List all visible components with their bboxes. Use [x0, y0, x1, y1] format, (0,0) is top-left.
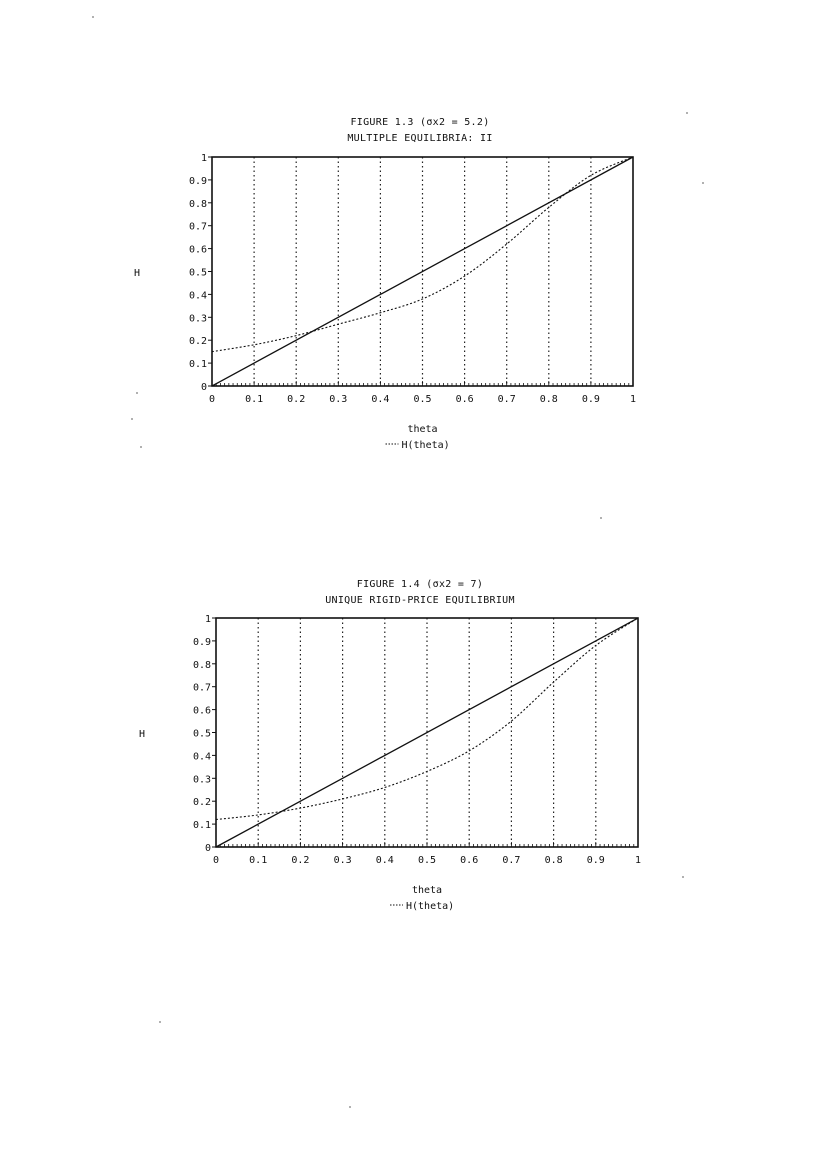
x-axis-title: theta: [407, 424, 438, 435]
y-axis-title: H: [138, 729, 146, 740]
x-tick-label: 1: [629, 394, 637, 405]
y-tick-label: 0.1: [192, 820, 211, 832]
y-tick-label: 0.3: [192, 774, 211, 786]
y-tick-label: 0.2: [188, 336, 207, 348]
y-axis-title: H: [133, 268, 141, 279]
x-tick-label: 0.9: [581, 394, 600, 405]
y-tick-label: 0.6: [192, 705, 211, 717]
y-tick-label: 0.9: [188, 175, 207, 187]
scan-speck: [682, 876, 684, 878]
scan-speck: [349, 1106, 351, 1108]
x-tick-label: 0.2: [287, 394, 306, 405]
y-tick-label: 0.5: [192, 728, 211, 740]
figure-title: FIGURE 1.3 (σx2 = 5.2): [350, 117, 490, 128]
y-tick-label: 0.3: [188, 313, 207, 325]
x-tick-label: 0.8: [544, 855, 563, 866]
scan-speck: [92, 16, 94, 18]
scan-speck: [131, 418, 133, 420]
x-tick-label: 0.8: [539, 394, 558, 405]
y-tick-label: 0.4: [192, 751, 211, 763]
figure-1-3: [0, 112, 827, 462]
y-tick-label: 0.8: [192, 659, 211, 671]
scan-speck: [600, 517, 602, 519]
scan-speck: [136, 392, 138, 394]
chart-figure-1-3: [0, 112, 827, 462]
x-tick-label: 0.7: [502, 855, 521, 866]
x-tick-label: 0.6: [460, 855, 479, 866]
y-tick-label: 0: [204, 843, 211, 854]
y-tick-label: 0.9: [192, 636, 211, 648]
y-tick-label: 1: [200, 153, 207, 164]
x-tick-label: 0.9: [586, 855, 605, 866]
chart-figure-1-4: [0, 574, 827, 924]
x-tick-label: 0.5: [417, 855, 437, 866]
figure-subtitle: UNIQUE RIGID-PRICE EQUILIBRIUM: [325, 595, 515, 606]
x-tick-label: 0: [212, 855, 220, 866]
x-tick-label: 0.6: [455, 394, 474, 405]
series-line-h-theta: [212, 157, 633, 352]
x-tick-label: 1: [634, 855, 642, 866]
x-tick-label: 0.2: [291, 855, 310, 866]
figure-1-4: [0, 574, 827, 924]
y-tick-label: 0: [200, 382, 207, 393]
scan-speck: [686, 112, 688, 114]
scan-speck: [159, 1021, 161, 1023]
x-tick-label: 0.3: [329, 394, 348, 405]
x-tick-label: 0.3: [333, 855, 352, 866]
y-tick-label: 0.6: [188, 244, 207, 256]
x-tick-label: 0.1: [245, 394, 264, 405]
y-tick-label: 0.7: [192, 682, 211, 694]
scan-speck: [140, 446, 142, 448]
legend-label: H(theta): [406, 901, 455, 912]
scan-speck: [702, 182, 704, 184]
y-tick-label: 0.2: [192, 797, 211, 809]
y-tick-label: 0.7: [188, 221, 207, 233]
figure-title: FIGURE 1.4 (σx2 = 7): [356, 579, 484, 590]
x-tick-label: 0.4: [375, 855, 394, 866]
y-tick-label: 0.5: [188, 267, 207, 279]
y-tick-label: 1: [204, 614, 211, 625]
figure-subtitle: MULTIPLE EQUILIBRIA: II: [347, 133, 493, 144]
y-tick-label: 0.8: [188, 198, 207, 210]
x-axis-title: theta: [411, 885, 443, 896]
x-tick-label: 0.1: [249, 855, 268, 866]
y-tick-label: 0.4: [188, 290, 207, 302]
y-tick-label: 0.1: [188, 359, 207, 371]
x-tick-label: 0: [208, 394, 216, 405]
x-tick-label: 0.7: [497, 394, 516, 405]
x-tick-label: 0.4: [371, 394, 390, 405]
legend-label: H(theta): [401, 440, 450, 451]
x-tick-label: 0.5: [413, 394, 432, 405]
